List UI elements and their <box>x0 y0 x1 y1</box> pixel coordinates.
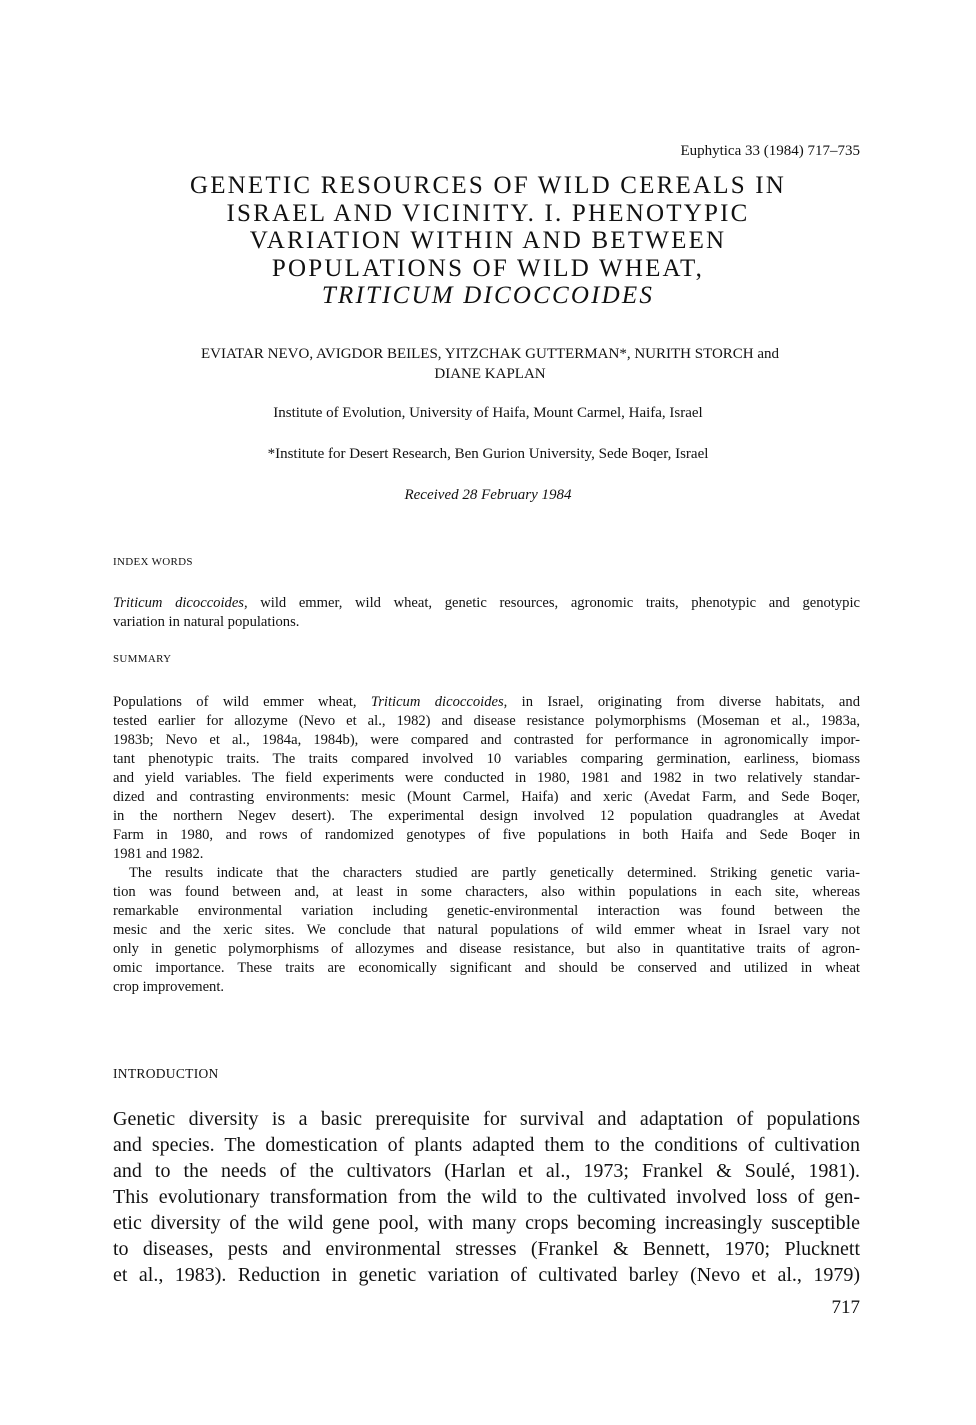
summary-line: mesic and the xeric sites. We conclude that natural populations of wild emmer wheat in Israel vary not <box>113 922 860 938</box>
species-name: Triticum dicoccoides <box>370 694 504 710</box>
summary-line: remarkable environmental variation including genetic-environmental interaction was found between the <box>113 903 860 919</box>
summary-line: tion was found between and, at least in some characters, also within populations in each site, whereas <box>113 884 860 900</box>
intro-line: and species. The domestication of plants adapted them to the conditions of cultivation <box>113 1134 860 1156</box>
introduction-text <box>113 1106 860 1288</box>
summary-line: 1981 and 1982. <box>113 846 204 862</box>
intro-line: to diseases, pests and environmental stresses (Frankel & Bennett, 1970; Plucknett <box>113 1238 860 1260</box>
paper-title <box>0 172 976 310</box>
affiliation-1: Institute of Evolution, University of Haifa, Mount Carmel, Haifa, Israel <box>273 405 703 421</box>
summary-line: tant phenotypic traits. The traits compared involved 10 variables comparing germination, earliness, biomass <box>113 751 860 767</box>
species-name: Triticum dicoccoides <box>113 595 244 611</box>
summary-text-segment: , in Israel, originating from diverse habitats, and <box>503 694 860 710</box>
page-number: 717 <box>831 1297 860 1318</box>
summary-line: tested earlier for allozyme (Nevo et al., 1982) and disease resistance polymorphisms (Moseman et al., 1983a, <box>113 713 860 729</box>
summary-line: dized and contrasting environments: mesic (Mount Carmel, Haifa) and xeric (Avedat Farm, and Sede Boqer, <box>113 789 860 805</box>
introduction-heading: INTRODUCTION <box>113 1066 219 1081</box>
summary-heading: SUMMARY <box>113 653 172 665</box>
intro-line: et al., 1983). Reduction in genetic variation of cultivated barley (Nevo et al., 1979) <box>113 1264 860 1286</box>
summary-line: The results indicate that the characters studied are partly genetically determined. Striking genetic varia- <box>129 865 860 881</box>
intro-line: This evolutionary transformation from the wild to the cultivated involved loss of gen- <box>113 1186 860 1208</box>
authors-line: EVIATAR NEVO, AVIGDOR BEILES, YITZCHAK GUTTERMAN*, NURITH STORCH and <box>200 346 780 362</box>
intro-line: etic diversity of the wild gene pool, with many crops becoming increasingly susceptible <box>113 1212 860 1234</box>
title-line: GENETIC RESOURCES OF WILD CEREALS IN <box>189 172 787 199</box>
summary-line: omic importance. These traits are economically significant and should be conserved and utilized in wheat <box>113 960 860 976</box>
index-words-heading: INDEX WORDS <box>113 556 193 568</box>
summary-line: in the northern Negev desert). The experimental design involved 12 population quadrangles at Avedat <box>113 808 860 824</box>
intro-line: and to the needs of the cultivators (Harlan et al., 1973; Frankel & Soulé, 1981). <box>113 1160 860 1182</box>
title-line: POPULATIONS OF WILD WHEAT, <box>271 254 705 282</box>
intro-line: Genetic diversity is a basic prerequisite for survival and adaptation of populations <box>113 1108 860 1130</box>
summary-line: Farm in 1980, and rows of randomized genotypes of five populations in both Haifa and Sede Boqer in <box>113 827 860 843</box>
summary-text-segment: Populations of wild emmer wheat, <box>113 694 371 710</box>
authors-line: DIANE KAPLAN <box>434 366 546 382</box>
summary-line: and yield variables. The field experiments were conducted in 1980, 1981 and 1982 in two relatively standar- <box>113 770 860 786</box>
authors <box>100 344 880 384</box>
received-date: Received 28 February 1984 <box>404 487 572 503</box>
summary-text <box>113 693 860 997</box>
title-line: VARIATION WITHIN AND BETWEEN <box>249 227 727 254</box>
index-words-text: variation in natural populations. <box>113 614 300 630</box>
summary-line: only in genetic polymorphisms of allozymes and disease resistance, but also in quantitative traits of agron- <box>113 941 860 957</box>
index-words <box>113 594 860 632</box>
summary-line: 1983b; Nevo et al., 1984a, 1984b), were compared and contrasted for performance in agronomically impor- <box>113 732 860 748</box>
affiliation-2: *Institute for Desert Research, Ben Gurion University, Sede Boqer, Israel <box>267 446 709 462</box>
title-line: ISRAEL AND VICINITY. I. PHENOTYPIC <box>226 199 750 227</box>
index-words-text: , wild emmer, wild wheat, genetic resources, agronomic traits, phenotypic and genotypic <box>243 595 860 611</box>
journal-reference: Euphytica 33 (1984) 717–735 <box>680 143 860 159</box>
summary-line: crop improvement. <box>113 979 225 995</box>
title-line: TRITICUM DICOCCOIDES <box>321 282 655 309</box>
